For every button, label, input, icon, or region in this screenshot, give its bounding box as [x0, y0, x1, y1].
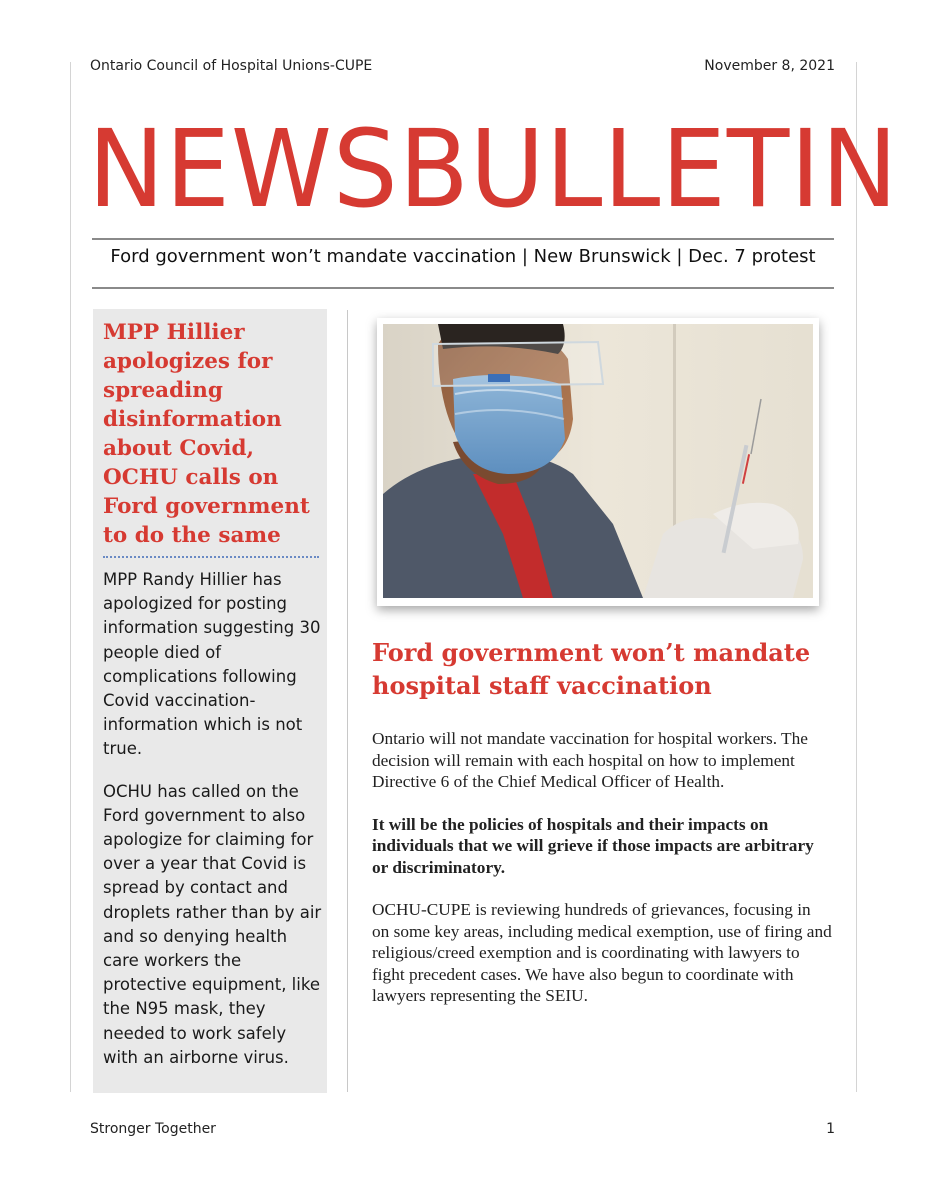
page-number: 1 — [826, 1121, 835, 1137]
teaser-top-rule — [92, 238, 834, 240]
health-worker-syringe-photo — [383, 324, 813, 598]
teaser-line: Ford government won’t mandate vaccination | New Brunswick | Dec. 7 protest — [110, 246, 816, 267]
sidebar-headline: MPP Hillier apologizes for spreading disinformation about Covid, OCHU calls on Ford government to do the same — [103, 320, 310, 548]
left-margin-line — [70, 62, 71, 1092]
sidebar-paragraph: MPP Randy Hillier has apologized for posting information suggesting 30 people died of complications following Covid vaccination-information which is not true. — [103, 570, 321, 759]
masthead-text: NEWSBULLETIN — [88, 108, 899, 232]
masthead-title — [88, 108, 899, 232]
sidebar-divider — [103, 556, 319, 558]
teaser-bottom-rule — [92, 287, 834, 289]
footer-tagline: Stronger Together — [90, 1121, 216, 1137]
main-article-paragraph: Ontario will not mandate vaccination for hospital workers. The decision will remain with each hospital on how to implement Directive 6 of the Chief Medical Officer of Health. — [372, 729, 808, 791]
article-photo-frame — [377, 318, 819, 606]
sidebar-body — [103, 568, 323, 1088]
main-article-emphasis-paragraph: It will be the policies of hospitals and their impacts on individuals that we will grieve if those impacts are arbitrary or discriminatory. — [372, 814, 814, 877]
main-article-paragraph: OCHU-CUPE is reviewing hundreds of grievances, focusing in on some key areas, including medical exemption, use of firing and religious/creed exemption and is coordinating with lawyers to fight precedent cases. We have also begun to coordinate with lawyers representing the SEIU. — [372, 900, 832, 1005]
main-article-body — [372, 728, 832, 1028]
column-divider — [347, 310, 348, 1092]
organization-name: Ontario Council of Hospital Unions-CUPE — [90, 58, 373, 74]
main-article-headline: Ford government won’t mandate hospital staff vaccination — [372, 638, 811, 700]
sidebar-paragraph: OCHU has called on the Ford government to also apologize for claiming for over a year that Covid is spread by contact and droplets rather than by air and so denying health care workers the protective equipment, like the N95 mask, they needed to work safely with an airborne virus. — [103, 781, 322, 1067]
issue-date: November 8, 2021 — [704, 58, 835, 74]
